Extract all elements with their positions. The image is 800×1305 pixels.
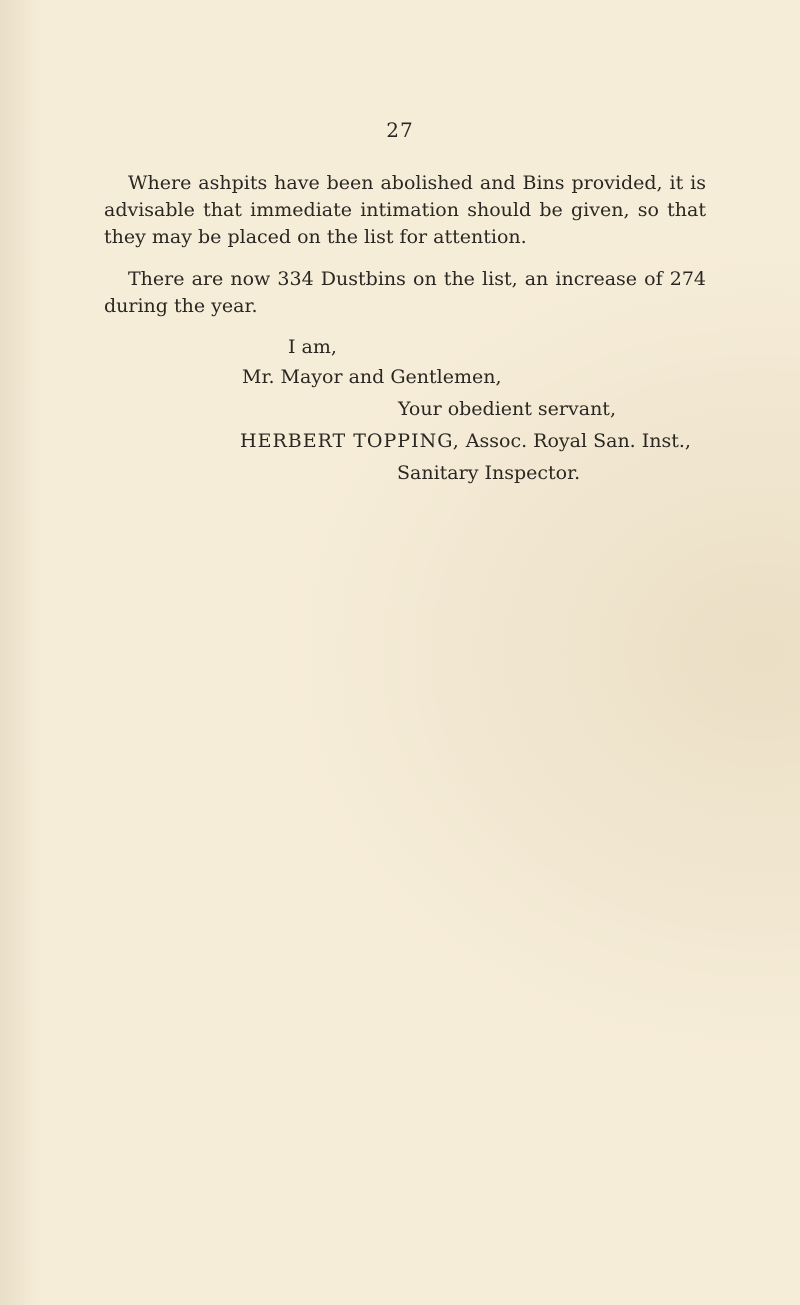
paragraph-ashpits: Where ashpits have been abolished and Bins provided, it is advisable that immediate intimation should be given, so that they may be placed on the list for attention. — [104, 172, 706, 248]
paragraph-dustbins: There are now 334 Dustbins on the list, an increase of 274 during the year. — [104, 268, 706, 317]
signature-line — [240, 428, 691, 455]
page-number: 27 — [386, 118, 414, 142]
closing-obedient-servant: Your obedient servant, — [398, 398, 616, 420]
signature-qualification: Assoc. Royal San. Inst., — [465, 430, 691, 452]
signature-name: HERBERT TOPPING, — [240, 430, 460, 452]
closing-i-am: I am, — [288, 336, 337, 358]
closing-salutation: Mr. Mayor and Gentlemen, — [242, 366, 502, 388]
signatory-title: Sanitary Inspector. — [397, 462, 581, 484]
